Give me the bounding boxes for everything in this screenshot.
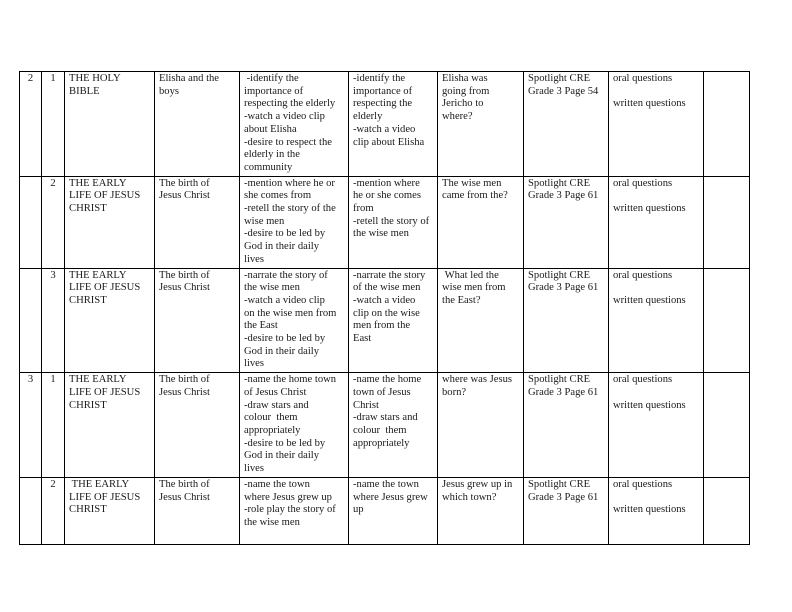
text-line: boys [159,85,180,97]
text-line: Jesus Christ [159,282,210,294]
oral-assessment: oral questions [613,177,673,189]
week-cell: 3 [20,373,42,478]
theme-cell [65,72,155,177]
text-line: Grade 3 Page 61 [528,190,599,202]
text-line: What led the [442,269,499,281]
text-line: she comes from [244,190,312,202]
assessment-cell [609,373,704,478]
text-line: of the wise men [353,282,421,294]
table-row [20,176,750,268]
written-assessment: written questions [613,294,686,306]
text-line: The wise men [442,177,502,189]
text-line: Spotlight CRE [528,269,591,281]
text-line: born? [442,386,467,398]
questions-cell [438,477,524,544]
text-line: elderly [353,111,383,123]
text-line: importance of [353,85,413,97]
text-line: men from the [353,320,411,332]
competences-cell [240,72,349,177]
text-line: clip about Elisha [353,136,425,148]
text-line: LIFE OF JESUS [69,282,141,294]
text-line: Grade 3 Page 61 [528,386,599,398]
text-line: about Elisha [244,123,297,135]
text-line: appropriately [353,437,410,449]
lesson-cell: 2 [42,176,65,268]
text-line: he or she comes [353,190,421,202]
text-line: The birth of [159,374,210,386]
text-line: Spotlight CRE [528,177,591,189]
text-line: town of Jesus [353,386,411,398]
oral-assessment: oral questions [613,478,673,490]
table-row [20,268,750,373]
text-line: -identify the [244,73,299,84]
text-line: LIFE OF JESUS [69,491,141,503]
scheme-of-work-table [19,71,750,545]
text-line: -watch a video clip [244,294,325,306]
text-line: -mention where he or [244,177,335,189]
written-assessment: written questions [613,98,686,110]
text-line: Grade 3 Page 61 [528,282,599,294]
text-line: lives [244,253,265,265]
oral-assessment: oral questions [613,269,673,281]
questions-cell [438,373,524,478]
sub-theme-cell [155,176,240,268]
spacer [613,492,699,505]
lesson-cell: 2 [42,477,65,544]
text-line: Elisha and the [159,73,220,84]
remarks-cell [704,268,750,373]
text-line: where Jesus grew up [244,491,332,503]
text-line: Grade 3 Page 61 [528,491,599,503]
references-cell [524,72,609,177]
text-line: CHRIST [69,203,107,215]
text-line: up [353,504,364,516]
lesson-cell: 1 [42,373,65,478]
questions-cell [438,268,524,373]
references-cell [524,373,609,478]
text-line: Jericho to [442,98,484,110]
text-line: -narrate the story of [244,269,328,281]
learner-competences-cell [349,72,438,177]
assessment-cell [609,176,704,268]
text-line: Grade 3 Page 54 [528,85,599,97]
learner-competences-cell [349,268,438,373]
text-line: THE EARLY [69,374,127,386]
text-line: the wise men [244,282,300,294]
oral-assessment: oral questions [613,73,673,84]
week-cell [20,176,42,268]
table-row [20,477,750,544]
lesson-cell: 1 [42,72,65,177]
text-line: The birth of [159,269,210,281]
text-line: colour them [353,424,407,436]
text-line: -desire to be led by [244,437,326,449]
text-line: CHRIST [69,294,107,306]
references-cell [524,176,609,268]
text-line: God in their daily [244,241,320,253]
text-line: -draw stars and [353,412,418,424]
written-assessment: written questions [613,203,686,215]
text-line: Jesus Christ [159,491,210,503]
text-line: LIFE OF JESUS [69,386,141,398]
text-line: community [244,161,293,173]
spacer [613,86,699,99]
learner-competences-cell [349,477,438,544]
text-line: clip on the wise [353,307,420,319]
text-line: God in their daily [244,345,320,357]
text-line: the East? [442,294,481,306]
references-cell [524,268,609,373]
sub-theme-cell [155,477,240,544]
text-line: The birth of [159,177,210,189]
text-line: -name the town [244,478,310,490]
text-line: -name the town [353,478,419,490]
text-line: Jesus Christ [159,190,210,202]
text-line: -desire to be led by [244,228,326,240]
text-line: -identify the [353,73,406,84]
competences-cell [240,477,349,544]
text-line: THE HOLY [69,73,121,84]
text-line: where? [442,111,473,123]
text-line: elderly in the [244,149,300,161]
written-assessment: written questions [613,504,686,516]
text-line: lives [244,463,265,475]
text-line: colour them [244,412,298,424]
theme-cell [65,373,155,478]
week-cell [20,268,42,373]
text-line: -retell the story of [353,215,430,227]
remarks-cell [704,373,750,478]
text-line: from [353,203,374,215]
theme-cell [65,176,155,268]
text-line: BIBLE [69,85,100,97]
text-line: THE EARLY [69,478,130,490]
text-line: on the wise men from [244,307,337,319]
spacer [613,282,699,295]
competences-cell [240,373,349,478]
week-cell [20,477,42,544]
text-line: lives [244,358,265,370]
assessment-cell [609,477,704,544]
text-line: the East [244,320,278,332]
theme-cell [65,477,155,544]
text-line: -mention where [353,177,420,189]
text-line: The birth of [159,478,210,490]
sub-theme-cell [155,72,240,177]
text-line: which town? [442,491,497,503]
lesson-cell: 3 [42,268,65,373]
remarks-cell [704,72,750,177]
text-line: CHRIST [69,504,107,516]
text-line: wise men from [442,282,506,294]
text-line: going from [442,85,490,97]
text-line: God in their daily [244,450,320,462]
text-line: appropriately [244,424,301,436]
text-line: respecting the elderly [244,98,336,110]
text-line: where was Jesus [442,374,513,386]
oral-assessment: oral questions [613,374,673,386]
text-line: -desire to respect the [244,136,332,148]
text-line: -narrate the story [353,269,426,281]
table-row [20,373,750,478]
text-line: wise men [244,215,285,227]
text-line: Spotlight CRE [528,73,591,84]
text-line: the wise men [244,516,300,528]
text-line: LIFE OF JESUS [69,190,141,202]
text-line: -role play the story of [244,504,336,516]
text-line: East [353,333,372,345]
text-line: -desire to be led by [244,333,326,345]
text-line: -watch a video clip [244,111,325,123]
questions-cell [438,176,524,268]
text-line: Spotlight CRE [528,374,591,386]
text-line: -retell the story of the [244,203,336,215]
text-line: -name the home town [244,374,337,386]
text-line: -watch a video [353,123,416,135]
text-line: Christ [353,399,379,411]
text-line: of Jesus Christ [244,386,307,398]
text-line: importance of [244,85,304,97]
text-line: Jesus Christ [159,386,210,398]
text-line: THE EARLY [69,177,127,189]
spacer [613,190,699,203]
text-line: the wise men [353,228,409,240]
text-line: Spotlight CRE [528,478,591,490]
sub-theme-cell [155,373,240,478]
text-line: Elisha was [442,73,488,84]
theme-cell [65,268,155,373]
remarks-cell [704,477,750,544]
spacer [613,387,699,400]
text-line: CHRIST [69,399,107,411]
text-line: -name the home [353,374,422,386]
learner-competences-cell [349,373,438,478]
assessment-cell [609,268,704,373]
text-line: -watch a video [353,294,416,306]
text-line: respecting the [353,98,413,110]
competences-cell [240,176,349,268]
text-line: where Jesus grew [353,491,428,503]
text-line: came from the? [442,190,508,202]
table-row [20,72,750,177]
questions-cell [438,72,524,177]
text-line: THE EARLY [69,269,127,281]
references-cell [524,477,609,544]
table-body [20,72,750,545]
written-assessment: written questions [613,399,686,411]
text-line: Jesus grew up in [442,478,513,490]
week-cell: 2 [20,72,42,177]
text-line: -draw stars and [244,399,309,411]
sub-theme-cell [155,268,240,373]
learner-competences-cell [349,176,438,268]
assessment-cell [609,72,704,177]
competences-cell [240,268,349,373]
remarks-cell [704,176,750,268]
